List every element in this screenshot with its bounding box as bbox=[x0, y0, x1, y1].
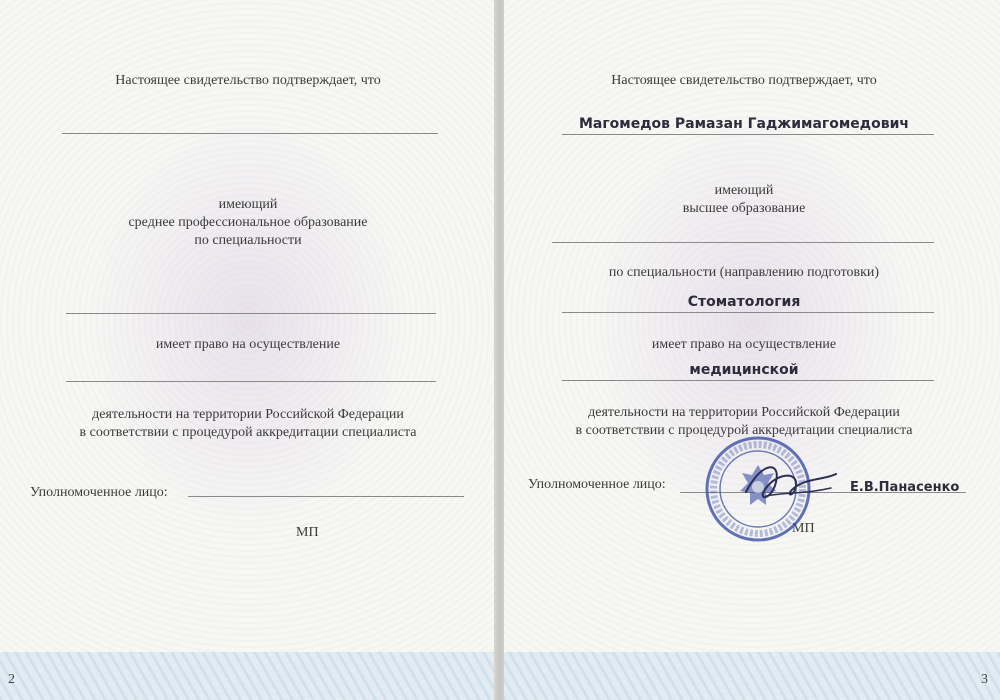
left-page-decorative-band bbox=[0, 652, 496, 700]
right-specialty-line bbox=[562, 312, 934, 313]
left-activity-text-1: деятельности на территории Российской Федерации bbox=[92, 407, 404, 422]
right-activity-type: медицинской bbox=[689, 362, 799, 378]
left-by-specialty-text: по специальности bbox=[194, 233, 302, 248]
left-intro-text: Настоящее свидетельство подтверждает, что bbox=[115, 73, 381, 88]
handwritten-signature-icon bbox=[736, 452, 846, 512]
left-signature-line bbox=[188, 496, 464, 497]
right-name-line bbox=[562, 134, 934, 135]
right-page-decorative-band bbox=[504, 652, 1000, 700]
right-authorized-label: Уполномоченное лицо: bbox=[528, 477, 666, 492]
left-right-to-text: имеет право на осуществление bbox=[155, 337, 341, 352]
right-specialty: Стоматология bbox=[687, 294, 801, 310]
right-education-text: высшее образование bbox=[682, 201, 806, 216]
right-authorized-name: Е.В.Панасенко bbox=[850, 480, 960, 495]
right-activity-text-1: деятельности на территории Российской Федерации bbox=[588, 405, 900, 420]
right-having-text: имеющий bbox=[714, 183, 774, 198]
left-activity-line bbox=[66, 381, 436, 382]
left-having-text: имеющий bbox=[218, 197, 278, 212]
right-intro-text: Настоящее свидетельство подтверждает, что bbox=[611, 73, 877, 88]
right-seal-label: МП bbox=[792, 521, 815, 536]
left-page-number: 2 bbox=[8, 672, 15, 687]
left-authorized-label: Уполномоченное лицо: bbox=[30, 485, 168, 500]
left-education-text: среднее профессиональное образование bbox=[128, 215, 368, 230]
left-name-line bbox=[62, 133, 438, 134]
left-specialty-line bbox=[66, 313, 436, 314]
left-page bbox=[0, 0, 496, 700]
right-by-specialty-text: по специальности (направлению подготовки) bbox=[608, 265, 880, 280]
right-page bbox=[504, 0, 1000, 700]
right-activity-text-2: в соответствии с процедурой аккредитации специалиста bbox=[575, 423, 913, 438]
right-full-name: Магомедов Рамазан Гаджимагомедович bbox=[578, 116, 910, 132]
right-activity-line bbox=[562, 380, 934, 381]
right-education-line bbox=[552, 242, 934, 243]
left-activity-text-2: в соответствии с процедурой аккредитации специалиста bbox=[79, 425, 417, 440]
right-page-number: 3 bbox=[981, 672, 988, 687]
left-seal-label: МП bbox=[296, 525, 319, 540]
right-right-to-text: имеет право на осуществление bbox=[651, 337, 837, 352]
